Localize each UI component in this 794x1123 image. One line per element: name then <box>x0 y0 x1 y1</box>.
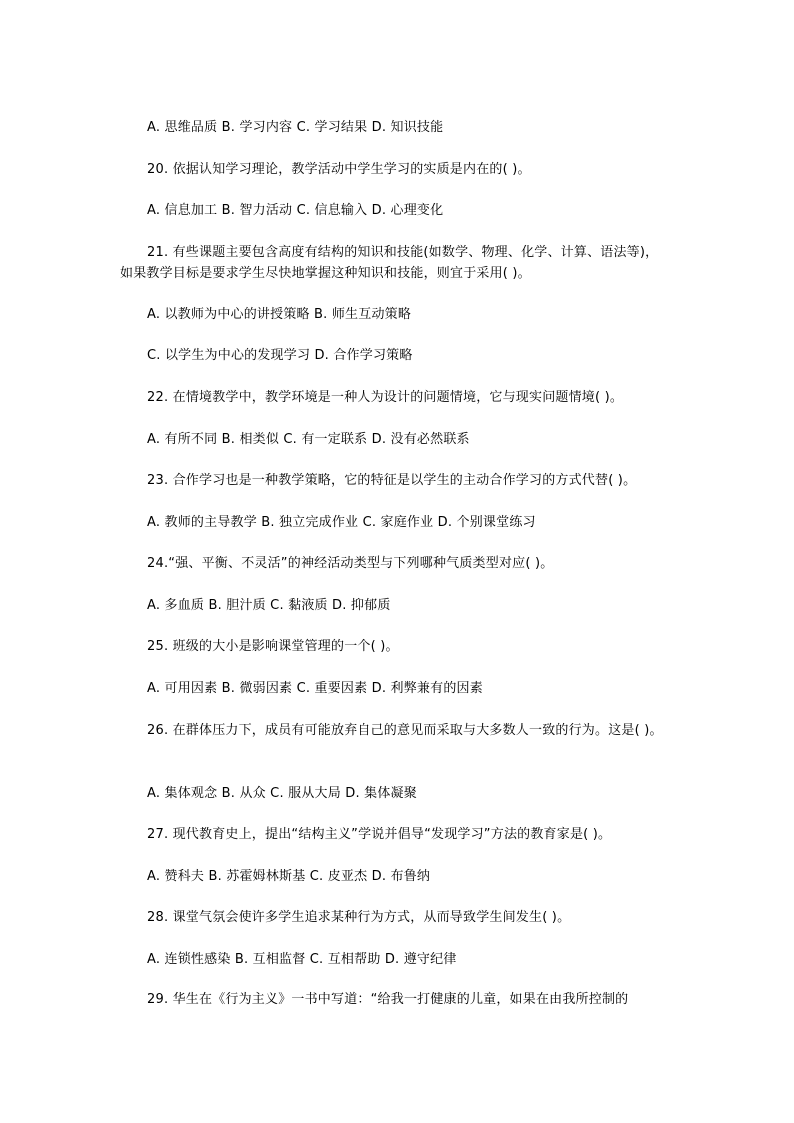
q27-question: 27. 现代教育史上，提出“结构主义”学说并倡导“发现学习”方法的教育家是( )。 <box>147 827 612 842</box>
q28-options: A. 连锁性感染 B. 互相监督 C. 互相帮助 D. 遵守纪律 <box>147 952 457 967</box>
q21-question-line1: 21. 有些课题主要包含高度有结构的知识和技能(如数学、物理、化学、计算、语法等)， <box>147 245 659 260</box>
q24-options: A. 多血质 B. 胆汁质 C. 黏液质 D. 抑郁质 <box>147 598 391 613</box>
q21-question-line2: 如果教学目标是要求学生尽快地掌握这种知识和技能，则宜于采用( )。 <box>120 266 531 281</box>
q28-question: 28. 课堂气氛会使许多学生追求某种行为方式，从而导致学生间发生( )。 <box>147 910 571 925</box>
q20-question: 20. 依据认知学习理论，教学活动中学生学习的实质是内在的( )。 <box>147 162 531 177</box>
q21-options-ab: A. 以教师为中心的讲授策略 B. 师生互动策略 <box>147 307 412 322</box>
q23-options: A. 教师的主导教学 B. 独立完成作业 C. 家庭作业 D. 个别课堂练习 <box>147 515 536 530</box>
q24-question: 24.“强、平衡、不灵活”的神经活动类型与下列哪种气质类型对应( )。 <box>147 556 554 571</box>
q27-options: A. 赞科夫 B. 苏霍姆林斯基 C. 皮亚杰 D. 布鲁纳 <box>147 869 431 884</box>
q21-options-cd: C. 以学生为中心的发现学习 D. 合作学习策略 <box>147 348 413 363</box>
q22-question: 22. 在情境教学中，教学环境是一种人为设计的问题情境，它与现实问题情境( )。 <box>147 390 624 405</box>
q25-options: A. 可用因素 B. 微弱因素 C. 重要因素 D. 利弊兼有的因素 <box>147 681 483 696</box>
q26-options: A. 集体观念 B. 从众 C. 服从大局 D. 集体凝聚 <box>147 786 417 801</box>
q19-options: A. 思维品质 B. 学习内容 C. 学习结果 D. 知识技能 <box>147 120 444 135</box>
q23-question: 23. 合作学习也是一种教学策略，它的特征是以学生的主动合作学习的方式代替( )。 <box>147 473 637 488</box>
q26-question: 26. 在群体压力下，成员有可能放弃自己的意见而采取与大多数人一致的行为。这是( )。 <box>147 723 663 738</box>
q25-question: 25. 班级的大小是影响课堂管理的一个( )。 <box>147 639 399 654</box>
q22-options: A. 有所不同 B. 相类似 C. 有一定联系 D. 没有必然联系 <box>147 432 470 447</box>
q29-question-line1: 29. 华生在《行为主义》一书中写道：“给我一打健康的儿童，如果在由我所控制的 <box>147 992 629 1007</box>
q20-options: A. 信息加工 B. 智力活动 C. 信息输入 D. 心理变化 <box>147 203 444 218</box>
